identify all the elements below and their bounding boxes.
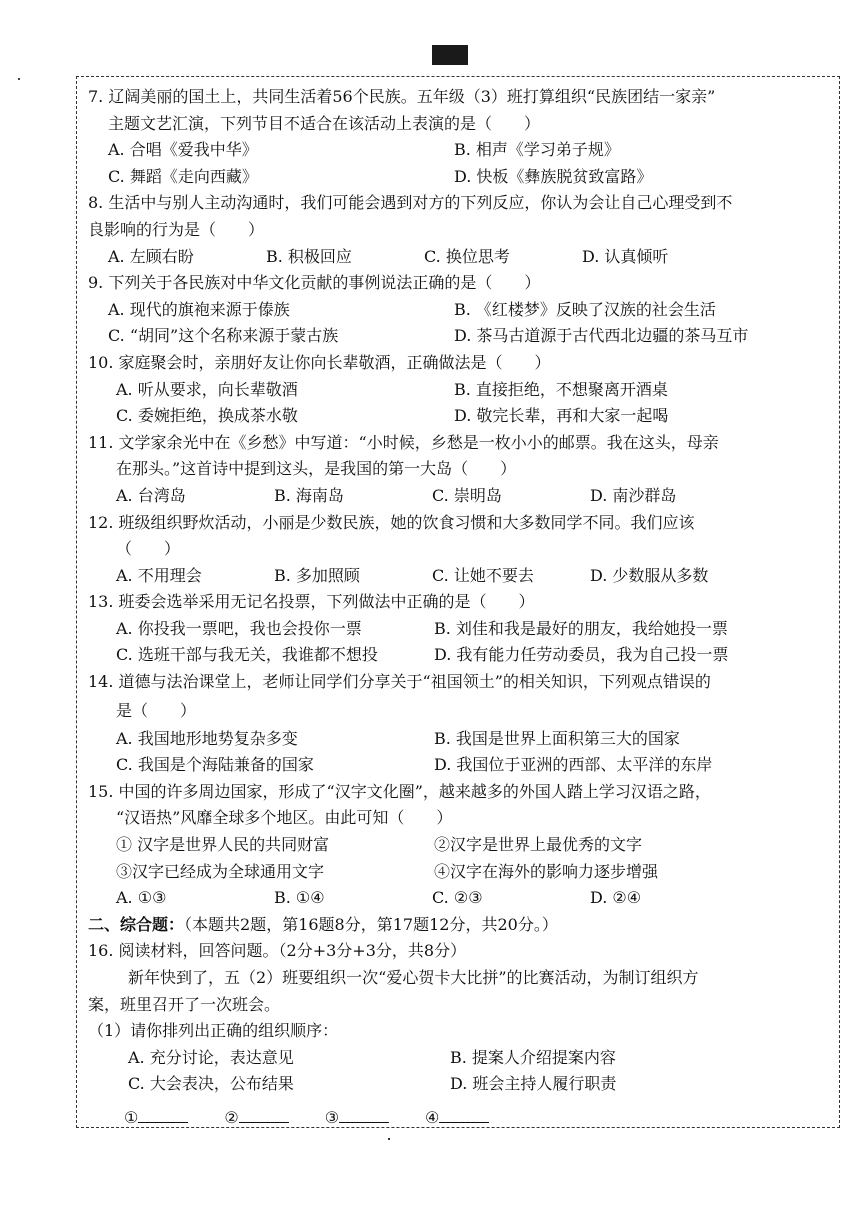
option-row: [88, 164, 833, 191]
blank-label: ④: [425, 1107, 440, 1127]
option-a: A. 我国地形地势复杂多变: [116, 728, 298, 748]
question-11: [88, 430, 833, 510]
blank-label: ③: [324, 1107, 340, 1127]
option-b: B. 积极回应: [266, 246, 352, 266]
question-stem: 主题文艺汇演，下列节目不适合在该活动上表演的是（ ）: [108, 113, 541, 133]
scan-speck: [388, 1138, 390, 1140]
question-stem: 12. 班级组织野炊活动，小丽是少数民族，她的饮食习惯和大多数同学不同。我们应该: [88, 512, 695, 532]
option-d: D. 敬完长辈，再和大家一起喝: [454, 406, 669, 426]
option-b: B. 海南岛: [274, 485, 344, 505]
question-7: [88, 84, 833, 190]
question-15: [88, 779, 833, 912]
option-c: C. ②③: [432, 888, 483, 908]
option-row: [88, 323, 833, 350]
blank-3[interactable]: [325, 1098, 389, 1132]
option-b: B. 多加照顾: [274, 565, 360, 585]
question-stem: 13. 班委会选举采用无记名投票，下列做法中正确的是（ ）: [88, 592, 535, 612]
option-b: B. 相声《学习弟子规》: [454, 140, 620, 160]
option-row: [88, 1071, 833, 1098]
statement-1: ① 汉字是世界人民的共同财富: [116, 835, 330, 855]
blank-4[interactable]: [425, 1098, 489, 1132]
question-content: [88, 84, 833, 1132]
section-title: 二、综合题：: [88, 914, 185, 934]
question-stem: 15. 中国的许多周边国家，形成了“汉字文化圈”，越来越多的外国人踏上学习汉语之路，: [88, 781, 711, 801]
answer-blanks: [88, 1098, 833, 1132]
option-b: B. 刘佳和我是最好的朋友，我给她投一票: [434, 618, 728, 638]
blank-label: ②: [224, 1107, 239, 1127]
question-13: [88, 589, 833, 669]
option-d: D. 少数服从多数: [590, 565, 709, 585]
option-a: A. 不用理会: [116, 565, 202, 585]
question-8: [88, 190, 833, 270]
scan-speck: [18, 78, 20, 80]
option-a: A. ①③: [116, 888, 167, 908]
option-a: A. 左顾右盼: [108, 246, 194, 266]
statement-3: ③汉字已经成为全球通用文字: [116, 861, 325, 881]
blank-1[interactable]: [124, 1098, 188, 1132]
option-d: D. 南沙群岛: [590, 485, 677, 505]
option-b: B. 《红楼梦》反映了汉族的社会生活: [454, 299, 716, 319]
header-black-block: [432, 45, 468, 65]
option-row: [88, 297, 833, 324]
question-9: [88, 270, 833, 350]
question-stem: 10. 家庭聚会时，亲朋好友让你向长辈敬酒，正确做法是（ ）: [88, 352, 551, 372]
section-note: （本题共2题，第16题8分，第17题12分，共20分。）: [184, 914, 558, 934]
question-stem: 14. 道德与法治课堂上，老师让同学们分享关于“祖国领土”的相关知识，下列观点错误的: [88, 672, 711, 692]
sub-question-1: （1）请你排列出正确的组织顺序：: [88, 1021, 339, 1041]
question-stem: 7. 辽阔美丽的国土上，共同生活着56个民族。五年级（3）班打算组织“民族团结一家亲”: [88, 87, 716, 106]
question-16: [88, 938, 833, 1132]
option-a: A. 你投我一票吧，我也会投你一票: [116, 618, 362, 638]
option-c: C. 委婉拒绝，换成茶水敬: [116, 406, 298, 426]
option-d: D. 茶马古道源于古代西北边疆的茶马互市: [454, 326, 749, 346]
option-d: D. 班会主持人履行职责: [450, 1074, 617, 1094]
question-stem: 良影响的行为是（ ）: [88, 219, 265, 239]
option-row: [88, 1045, 833, 1072]
section-2-header: [88, 912, 833, 939]
option-a: A. 听从要求，向长辈敬酒: [116, 379, 298, 399]
question-stem: 11. 文学家余光中在《乡愁》中写道：“小时候，乡愁是一枚小小的邮票。我在这头，母亲: [88, 432, 719, 452]
question-stem: 在那头。”这首诗中提到这头，是我国的第一大岛（ ）: [116, 459, 517, 479]
option-d: D. ②④: [590, 888, 642, 908]
option-b: B. 我国是世界上面积第三大的国家: [434, 728, 680, 748]
option-a: A. 合唱《爱我中华》: [108, 140, 258, 160]
question-stem: 9. 下列关于各民族对中华文化贡献的事例说法正确的是（ ）: [88, 273, 541, 293]
blank-2[interactable]: [224, 1098, 288, 1132]
option-a: A. 现代的旗袍来源于傣族: [108, 299, 290, 319]
question-12: [88, 510, 833, 590]
option-c: C. 大会表决，公布结果: [128, 1074, 294, 1094]
option-row: [88, 563, 833, 590]
option-row: [88, 403, 833, 430]
option-row: [88, 885, 833, 912]
option-a: A. 台湾岛: [116, 485, 186, 505]
option-row: [88, 483, 833, 510]
option-row: [88, 377, 833, 404]
blank-line: [239, 1104, 289, 1123]
option-row: [88, 726, 833, 753]
question-stem: 是（ ）: [116, 700, 197, 720]
question-stem: （ ）: [116, 539, 181, 559]
option-b: B. ①④: [274, 888, 325, 908]
statement-row: [88, 859, 833, 886]
option-c: C. 换位思考: [424, 246, 510, 266]
option-row: [88, 137, 833, 164]
material-text: 案，班里召开了一次班会。: [88, 994, 281, 1014]
option-a: A. 充分讨论，表达意见: [128, 1047, 294, 1067]
question-stem: 8. 生活中与别人主动沟通时，我们可能会遇到对方的下列反应，你认为会让自己心理受到不: [88, 193, 733, 213]
blank-line: [439, 1104, 489, 1123]
option-row: [88, 752, 833, 779]
option-d: D. 我国位于亚洲的西部、太平洋的东岸: [434, 755, 713, 775]
option-row: [88, 244, 833, 271]
material-text: 新年快到了，五（2）班要组织一次“爱心贺卡大比拼”的比赛活动，为制订组织方: [128, 968, 699, 987]
option-d: D. 认真倾听: [582, 246, 669, 266]
statement-row: [88, 832, 833, 859]
option-c: C. 崇明岛: [432, 485, 502, 505]
question-14: [88, 669, 833, 779]
option-b: B. 提案人介绍提案内容: [450, 1047, 616, 1067]
question-stem: 16. 阅读材料，回答问题。（2分+3分+3分，共8分）: [88, 941, 467, 961]
option-c: C. 我国是个海陆兼备的国家: [116, 755, 314, 775]
option-d: D. 快板《彝族脱贫致富路》: [454, 166, 653, 186]
option-c: C. “胡同”这个名称来源于蒙古族: [108, 326, 339, 346]
question-10: [88, 350, 833, 430]
blank-line: [138, 1104, 188, 1123]
option-row: [88, 616, 833, 643]
statement-2: ②汉字是世界上最优秀的文字: [434, 835, 643, 855]
option-b: B. 直接拒绝，不想聚离开酒桌: [454, 379, 668, 399]
question-stem: “汉语热”风靡全球多个地区。由此可知（ ）: [116, 808, 453, 828]
option-c: C. 让她不要去: [432, 565, 534, 585]
statement-4: ④汉字在海外的影响力逐步增强: [434, 861, 659, 881]
option-row: [88, 642, 833, 669]
blank-line: [339, 1104, 389, 1123]
option-c: C. 选班干部与我无关，我谁都不想投: [116, 645, 378, 665]
option-d: D. 我有能力任劳动委员，我为自己投一票: [434, 645, 729, 665]
blank-label: ①: [124, 1107, 139, 1127]
option-c: C. 舞蹈《走向西藏》: [108, 166, 258, 186]
